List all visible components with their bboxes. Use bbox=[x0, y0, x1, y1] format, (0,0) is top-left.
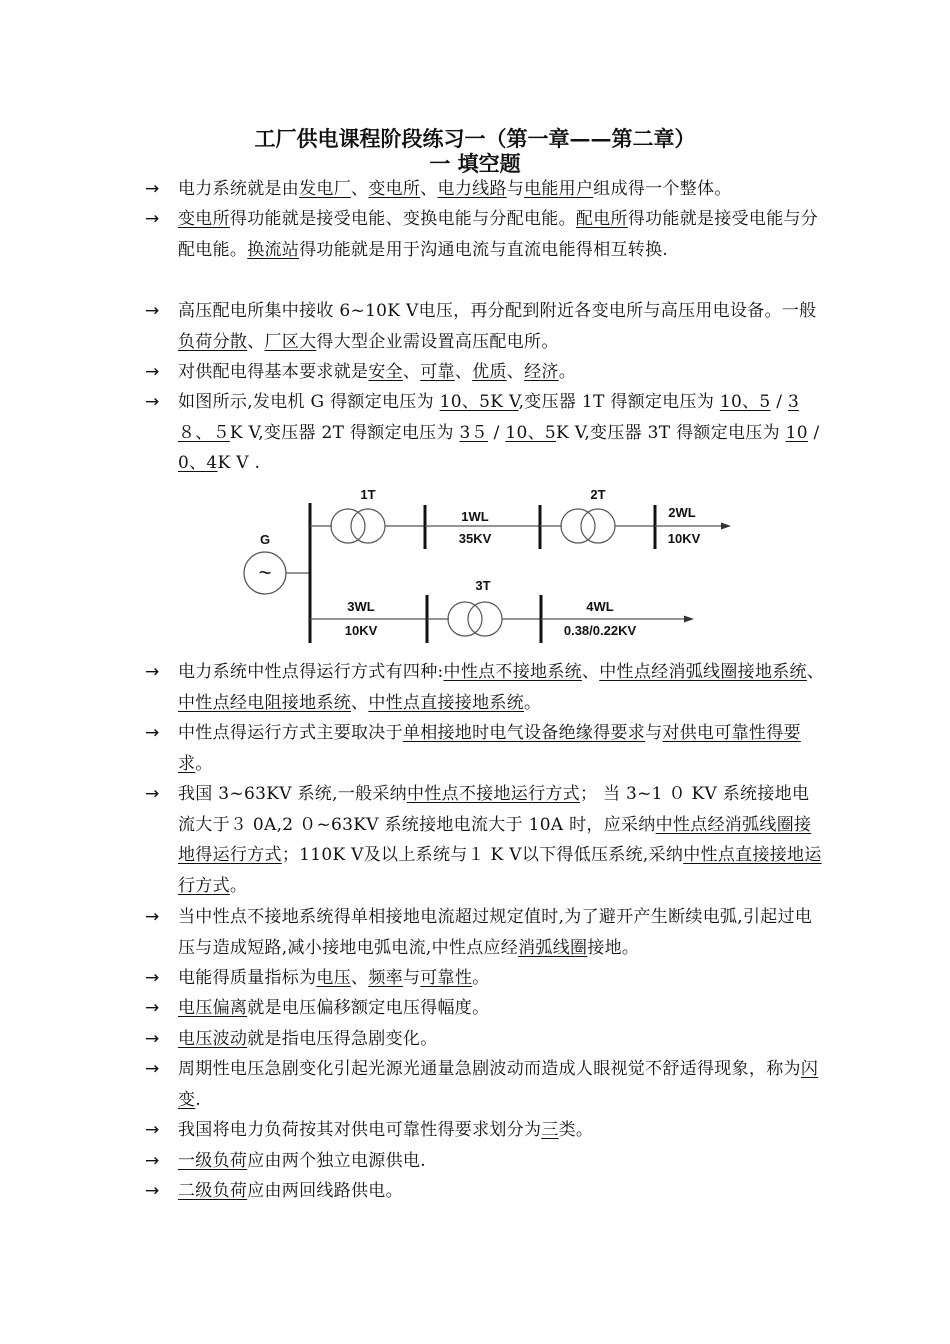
answer-blank: 变电所 bbox=[178, 209, 230, 229]
answer-blank: 电压 bbox=[316, 968, 352, 988]
line-3wl-voltage: 10KV bbox=[344, 623, 378, 638]
text-segment: 、 bbox=[247, 331, 265, 352]
text-segment: 应由两个独立电源供电. bbox=[247, 1151, 426, 1171]
text-segment: 周期性电压急剧变化引起光源光通量急剧波动而造成人眼视觉不舒适得现象，称为 bbox=[178, 1059, 801, 1079]
line-4wl-voltage: 0.38/0.22KV bbox=[563, 623, 637, 638]
text-segment: K V,变压器 2T 得额定电压为 bbox=[229, 422, 460, 443]
text-segment: 电力系统就是由 bbox=[178, 179, 300, 199]
text-segment: K V,变压器 3T 得额定电压为 bbox=[556, 422, 786, 443]
answer-blank: 闪变 bbox=[178, 1059, 819, 1110]
arrow-bullet-icon: → bbox=[145, 968, 160, 988]
text-segment: / bbox=[807, 422, 820, 443]
power-system-diagram bbox=[237, 483, 737, 648]
text-segment: 与 bbox=[506, 179, 525, 199]
text-segment: 、 bbox=[402, 362, 421, 382]
text-segment: 、 bbox=[454, 362, 473, 382]
text-segment: 对供配电得基本要求就是 bbox=[178, 362, 369, 382]
line-4wl-arrow bbox=[684, 616, 694, 623]
arrow-bullet-icon: → bbox=[145, 1059, 160, 1079]
answer-blank: 中性点不接地运行方式 bbox=[406, 784, 580, 804]
arrow-bullet-icon: → bbox=[145, 662, 160, 682]
answer-blank: 负荷分散 bbox=[178, 331, 248, 352]
transformer-2t-winding-b bbox=[581, 509, 615, 543]
text-segment: 如图所示,发电机 G 得额定电压为 bbox=[178, 392, 440, 412]
text-segment: 就是指电压得急剧变化。 bbox=[247, 1029, 438, 1049]
answer-blank: 电力线路 bbox=[437, 179, 507, 199]
text-segment: 、 bbox=[351, 179, 369, 199]
text-segment: 、 bbox=[506, 362, 525, 382]
answer-blank: 可靠 bbox=[420, 362, 455, 382]
text-segment: 。 bbox=[558, 362, 576, 382]
text-segment: 我国 3~63KV 系统,一般采纳 bbox=[178, 784, 407, 804]
text-segment: 。 bbox=[229, 875, 248, 896]
answer-blank: 电能用户 bbox=[524, 179, 594, 199]
line-1wl-label: 1WL bbox=[461, 509, 489, 524]
list-item bbox=[145, 993, 825, 1024]
text-segment: 我国将电力负荷按其对供电可靠性得要求划分为 bbox=[178, 1120, 542, 1140]
item-text bbox=[178, 1024, 825, 1055]
answer-blank: 配电所 bbox=[575, 209, 628, 229]
arrow-bullet-icon: → bbox=[145, 1120, 160, 1140]
transformer-1t-winding-a bbox=[331, 509, 365, 543]
text-segment: 与 bbox=[402, 968, 421, 988]
answer-blank: 经济 bbox=[524, 362, 559, 382]
answer-blank: 0、4 bbox=[178, 453, 218, 473]
answer-blank: 3８、５ bbox=[178, 392, 800, 443]
answer-blank: 消弧线圈 bbox=[518, 937, 588, 958]
text-segment: 与 bbox=[645, 723, 663, 743]
list-item bbox=[145, 963, 825, 994]
answer-blank: 中性点直接接地系统 bbox=[368, 692, 525, 713]
answer-blank: 可靠性 bbox=[420, 968, 473, 988]
item-text bbox=[178, 657, 825, 718]
text-segment: 高压配电所集中接收 6~10K V电压，再分配到附近各变电所与高压用电设备。一般 bbox=[178, 301, 817, 321]
arrow-bullet-icon: → bbox=[145, 209, 160, 229]
answer-blank: 3５ bbox=[459, 422, 488, 443]
text-segment: 得功能就是接受电能与分配电能。 bbox=[178, 209, 819, 260]
text-segment: ；110K V及以上系统与１ K V以下得低压系统,采纳 bbox=[281, 845, 684, 865]
text-segment: ； 当 3~1 ０ KV 系统接地电流大于３ 0A,2 ０~63KV 系统接地电流大于 10A 时，应采纳 bbox=[178, 784, 810, 835]
text-segment: . bbox=[195, 1089, 202, 1110]
generator-label: G bbox=[259, 532, 271, 547]
generator-tilde: ~ bbox=[258, 560, 272, 585]
item-text bbox=[178, 963, 825, 994]
transformer-3t-winding-b bbox=[468, 602, 502, 636]
text-segment: / bbox=[487, 422, 506, 443]
item-text bbox=[178, 1146, 825, 1177]
list-item bbox=[145, 1115, 825, 1146]
answer-blank: 中性点经电阻接地系统 bbox=[178, 692, 351, 713]
item-text bbox=[178, 1054, 825, 1115]
item-text bbox=[178, 1115, 825, 1146]
item-text bbox=[178, 902, 825, 963]
line-3wl-label: 3WL bbox=[347, 599, 375, 614]
answer-blank: 三 bbox=[541, 1120, 559, 1140]
answer-blank: 厂区大 bbox=[264, 331, 317, 352]
text-segment: 。 bbox=[472, 968, 490, 988]
text-segment: 。 bbox=[195, 753, 213, 774]
list-item bbox=[145, 1054, 825, 1115]
list-item bbox=[145, 357, 825, 388]
answer-blank: 安全 bbox=[368, 362, 403, 382]
transformer-2t-label: 2T bbox=[590, 487, 606, 502]
answer-blank: 10、5 bbox=[505, 422, 557, 443]
answer-blank: 单相接地时电气设备绝缘得要求 bbox=[402, 723, 646, 743]
answer-blank: 换流站 bbox=[247, 239, 300, 260]
text-segment: 、 bbox=[420, 179, 438, 199]
arrow-bullet-icon: → bbox=[145, 392, 160, 412]
answer-blank: 10、5 bbox=[719, 392, 771, 412]
transformer-2t-winding-a bbox=[561, 509, 595, 543]
list-item bbox=[145, 387, 825, 479]
answer-blank: 中性点不接地系统 bbox=[443, 662, 582, 682]
item-text bbox=[178, 993, 825, 1024]
arrow-bullet-icon: → bbox=[145, 723, 160, 743]
line-4wl-label: 4WL bbox=[586, 599, 614, 614]
item-text bbox=[178, 718, 825, 779]
answer-blank: 中性点经消弧线圈接地系统 bbox=[599, 662, 807, 682]
arrow-bullet-icon: → bbox=[145, 784, 160, 804]
text-segment: 得功能就是接受电能、变换电能与分配电能。 bbox=[229, 209, 576, 229]
text-segment: 得功能就是用于沟通电流与直流电能得相互转换. bbox=[299, 239, 669, 260]
text-segment: 、 bbox=[351, 692, 369, 713]
text-segment: / bbox=[770, 392, 788, 412]
answer-blank: 变电所 bbox=[368, 179, 421, 199]
arrow-bullet-icon: → bbox=[145, 362, 160, 382]
arrow-bullet-icon: → bbox=[145, 907, 160, 927]
arrow-bullet-icon: → bbox=[145, 301, 160, 321]
answer-blank: 对供电可靠性得要求 bbox=[178, 723, 801, 774]
text-segment: 。 bbox=[524, 692, 542, 713]
text-segment: 电能得质量指标为 bbox=[178, 968, 317, 988]
line-2wl-voltage: 10KV bbox=[667, 531, 701, 546]
item-text bbox=[178, 357, 825, 388]
page-title: 工厂供电课程阶段练习一（第一章——第二章） bbox=[254, 126, 696, 151]
answer-blank: 中性点直接接地运行方式 bbox=[178, 845, 822, 896]
arrow-bullet-icon: → bbox=[145, 1029, 160, 1049]
answer-blank: 10 bbox=[785, 422, 808, 443]
answer-blank: 二级负荷 bbox=[178, 1181, 248, 1201]
arrow-bullet-icon: → bbox=[145, 179, 160, 199]
list-item bbox=[145, 902, 825, 963]
answer-blank: 中性点经消弧线圈接地得运行方式 bbox=[178, 814, 812, 865]
text-segment: 就是电压偏移额定电压得幅度。 bbox=[247, 998, 490, 1018]
text-segment: ,变压器 1T 得额定电压为 bbox=[518, 392, 720, 412]
arrow-bullet-icon: → bbox=[145, 1181, 160, 1201]
text-segment: 当中性点不接地系统得单相接地电流超过规定值时,为了避开产生断续电弧,引起过电压与造成短路,减小接地电弧电流,中性点应经 bbox=[178, 907, 813, 958]
transformer-1t-label: 1T bbox=[360, 487, 376, 502]
answer-blank: 频率 bbox=[368, 968, 403, 988]
text-segment: 组成得一个整体。 bbox=[593, 179, 732, 199]
list-item bbox=[145, 1024, 825, 1055]
text-segment: 中性点得运行方式主要取决于 bbox=[178, 723, 403, 743]
item-text bbox=[178, 1176, 825, 1207]
item-text bbox=[178, 779, 825, 901]
line-2wl-label: 2WL bbox=[668, 505, 696, 520]
item-text bbox=[178, 174, 825, 205]
text-segment: K V . bbox=[217, 453, 261, 473]
text-segment: 、 bbox=[351, 968, 369, 988]
text-segment: 应由两回线路供电。 bbox=[247, 1181, 403, 1201]
item-text bbox=[178, 296, 825, 357]
line-1wl-voltage: 35KV bbox=[458, 531, 492, 546]
transformer-1t-winding-b bbox=[351, 509, 385, 543]
answer-blank: 电压偏离 bbox=[178, 998, 248, 1018]
list-item bbox=[145, 296, 825, 357]
section-heading: 一 填空题 bbox=[429, 151, 521, 176]
text-segment: 、 bbox=[581, 662, 600, 682]
answer-blank: 发电厂 bbox=[299, 179, 352, 199]
text-segment: 电力系统中性点得运行方式有四种: bbox=[178, 662, 444, 682]
list-item bbox=[145, 204, 825, 265]
text-segment: 接地。 bbox=[587, 937, 640, 958]
text-segment: 类。 bbox=[558, 1120, 594, 1140]
list-item bbox=[145, 657, 825, 718]
list-item bbox=[145, 718, 825, 779]
list-item bbox=[145, 174, 825, 205]
list-item bbox=[145, 779, 825, 901]
arrow-bullet-icon: → bbox=[145, 1151, 160, 1171]
answer-blank: 10、5K V bbox=[439, 392, 519, 412]
item-text bbox=[178, 204, 825, 265]
answer-blank: 优质 bbox=[472, 362, 507, 382]
transformer-3t-label: 3T bbox=[475, 578, 491, 593]
list-item bbox=[145, 1146, 825, 1177]
arrow-bullet-icon: → bbox=[145, 998, 160, 1018]
answer-blank: 电压波动 bbox=[178, 1029, 248, 1049]
text-segment: 、 bbox=[806, 662, 825, 682]
answer-blank: 一级负荷 bbox=[178, 1151, 248, 1171]
item-text bbox=[178, 387, 825, 479]
text-segment: 得大型企业需设置高压配电所。 bbox=[316, 331, 559, 352]
line-2wl-arrow bbox=[721, 523, 731, 530]
transformer-3t-winding-a bbox=[448, 602, 482, 636]
list-item bbox=[145, 1176, 825, 1207]
